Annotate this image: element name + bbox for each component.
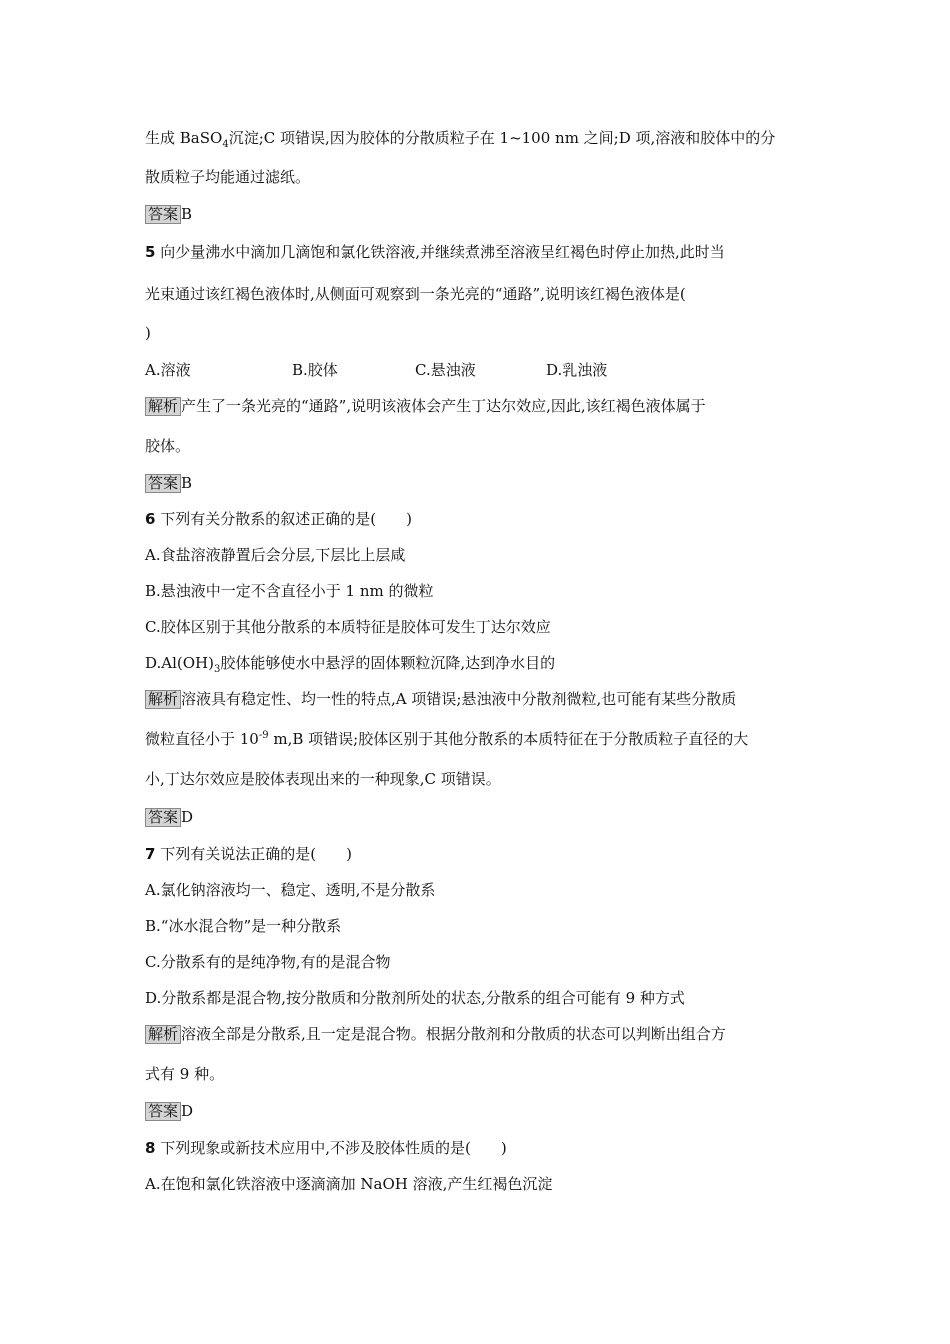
analysis-tag: 解析 [145, 397, 181, 416]
question-number: 5 [145, 243, 156, 261]
q7-answer: 答案 D [145, 1101, 193, 1121]
q7-analysis: 解析 溶液全部是分散系,且一定是混合物。根据分散剂和分散质的状态可以判断出组合方 [145, 1024, 726, 1044]
q7-option-b: B.“冰水混合物”是一种分散系 [145, 917, 342, 935]
question-number: 8 [145, 1139, 156, 1157]
q6-analysis: 解析 溶液具有稳定性、均一性的特点,A 项错误;悬浊液中分散剂微粒,也可能有某些分散质 [145, 689, 736, 709]
q7-option-a: A.氯化钠溶液均一、稳定、透明,不是分散系 [145, 881, 436, 899]
question-number: 7 [145, 845, 156, 863]
q6-option-b: B.悬浊液中一定不含直径小于 1 nm 的微粒 [145, 582, 434, 600]
q5-answer: 答案 B [145, 473, 192, 493]
q6-analysis-cont: 小,丁达尔效应是胶体表现出来的一种现象,C 项错误。 [145, 770, 501, 788]
option-d: D.乳浊液 [546, 361, 608, 379]
q5-analysis-cont: 胶体。 [145, 437, 191, 455]
q7-analysis-cont: 式有 9 种。 [145, 1065, 225, 1083]
text-line: 生成 BaSO$_4$沉淀;C 项错误,因为胶体的分散质粒子在 1~100 nm 之间;D 项,溶液和胶体中的分 [145, 129, 776, 150]
answer-tag: 答案 [145, 808, 181, 827]
q6-option-d: $D.Al(OH)_3$胶体能够使水中悬浮的固体颗粒沉降,达到净水目的 [145, 654, 556, 675]
answer-tag: 答案 [145, 1102, 181, 1121]
q5-stem-cont: ) [145, 324, 151, 342]
q6-analysis-cont: 微粒直径小于 $10^{-9}$ m,B 项错误;胶体区别于其他分散系的本质特征在于分散质粒子直径的大 [145, 730, 749, 748]
answer-tag: 答案 [145, 474, 181, 493]
q7-option-d: D.分散系都是混合物,按分散质和分散剂所处的状态,分散系的组合可能有 9 种方式 [145, 989, 685, 1007]
q6-option-c: C.胶体区别于其他分散系的本质特征是胶体可发生丁达尔效应 [145, 618, 551, 636]
q6-stem: 6 下列有关分散系的叙述正确的是( ) [145, 510, 412, 528]
q7-option-c: C.分散系有的是纯净物,有的是混合物 [145, 953, 391, 971]
q5-stem-cont: 光束通过该红褐色液体时,从侧面可观察到一条光亮的“通路”,说明该红褐色液体是( [145, 285, 686, 303]
analysis-tag: 解析 [145, 690, 181, 709]
q6-answer: 答案 D [145, 807, 193, 827]
option-c: C.悬浊液 [415, 361, 476, 379]
question-number: 6 [145, 510, 156, 528]
q4-answer: 答案 B [145, 204, 192, 224]
q8-option-a: A.在饱和氯化铁溶液中逐滴滴加 NaOH 溶液,产生红褐色沉淀 [145, 1175, 553, 1193]
option-b: B.胶体 [292, 361, 338, 379]
q6-option-a: A.食盐溶液静置后会分层,下层比上层咸 [145, 546, 406, 564]
q5-analysis: 解析 产生了一条光亮的“通路”,说明该液体会产生丁达尔效应,因此,该红褐色液体属于 [145, 396, 706, 416]
analysis-tag: 解析 [145, 1025, 181, 1044]
q8-stem: 8 下列现象或新技术应用中,不涉及胶体性质的是( ) [145, 1139, 507, 1157]
answer-tag: 答案 [145, 205, 181, 224]
q5-stem: 5 向少量沸水中滴加几滴饱和氯化铁溶液,并继续煮沸至溶液呈红褐色时停止加热,此时当 [145, 243, 725, 261]
option-a: A.溶液 [145, 361, 191, 379]
text-line: 散质粒子均能通过滤纸。 [145, 168, 311, 186]
q7-stem: 7 下列有关说法正确的是( ) [145, 845, 352, 863]
